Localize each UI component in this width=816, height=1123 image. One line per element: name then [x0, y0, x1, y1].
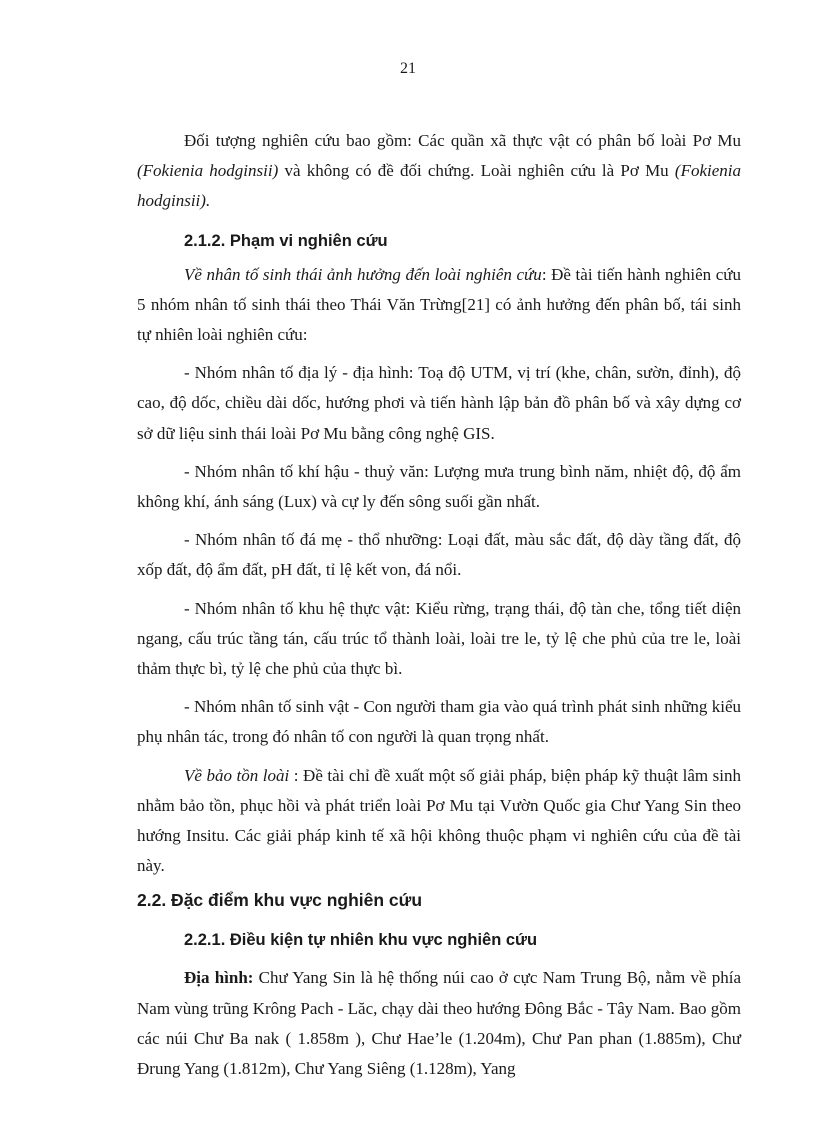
section-heading-2-1-2: 2.1.2. Phạm vi nghiên cứu [184, 231, 388, 250]
text-span: và không có đề đối chứng. Loài nghiên cứu là Pơ Mu [278, 161, 675, 181]
page-number: 21 [400, 60, 416, 77]
text-span: Chư Yang Sin là hệ thống núi cao ở cực Nam Trung Bộ, nằm về phía Nam vùng trũng Krông Pach - Lăc, chạy dài theo hướng Đông Bắc - Tây Nam. Bao gồm các núi Chư Ba nak ( 1.858m ), Chư Hae’le (1.204m), Chư Pan phan (1.885m), Chư Đrung Yang (1.812m), Chư Yang Siêng (1.128m), Yang [137, 968, 742, 1079]
section-heading-2-2-1: 2.2.1. Điều kiện tự nhiên khu vực nghiên cứu [184, 931, 538, 950]
italic-lead: Về nhân tố sinh thái ảnh hưởng đến loài nghiên cứu [184, 264, 542, 284]
italic-lead: Về bảo tồn loài [184, 765, 290, 785]
paragraph-terrain [137, 963, 741, 1084]
paragraph-geo-factors: - Nhóm nhân tố địa lý - địa hình: Toạ độ UTM, vị trí (khe, chân, sườn, đỉnh), độ cao, độ dốc, chiều dài dốc, hướng phơi và tiến hành lập bản đồ phân bố và xây dựng cơ sở dữ liệu sinh thái loài Pơ Mu bằng công nghệ GIS. [137, 363, 741, 443]
paragraph-study-objects [137, 126, 741, 217]
paragraph-conservation [137, 761, 741, 882]
paragraph-ecological-factors [137, 260, 741, 351]
page-content [137, 126, 741, 1084]
species-name-italic: (Fokienia hodginsii) [137, 161, 279, 181]
text-span: Đối tượng nghiên cứu bao gồm: Các quần xã thực vật có phân bố loài Pơ Mu [184, 131, 741, 150]
text-span: : Đề tài tiến hành nghiên cứu 5 nhóm nhân tố sinh thái theo Thái Văn Trừng[21] có ảnh hưởng đến phân bố, tái sinh tự nhiên loài nghiên cứu: [137, 264, 741, 345]
paragraph-flora-factors: - Nhóm nhân tố khu hệ thực vật: Kiểu rừng, trạng thái, độ tàn che, tổng tiết diện ngang, cấu trúc tầng tán, cấu trúc tổ thành loài, loài tre le, tỷ lệ che phủ của tre le, loài thảm thực bì, tỷ lệ che phủ của thực bì. [137, 598, 741, 679]
section-heading-2-2: 2.2. Đặc điểm khu vực nghiên cứu [137, 890, 423, 911]
paragraph-climate-factors: - Nhóm nhân tố khí hậu - thuỷ văn: Lượng mưa trung bình năm, nhiệt độ, độ ẩm không khí, ánh sáng (Lux) và cự ly đến sông suối gần nhất. [137, 461, 741, 512]
paragraph-bio-factors: - Nhóm nhân tố sinh vật - Con người tham gia vào quá trình phát sinh những kiểu phụ nhân tác, trong đó nhân tố con người là quan trọng nhất. [137, 697, 741, 747]
paragraph-soil-factors: - Nhóm nhân tố đá mẹ - thổ nhưỡng: Loại đất, màu sắc đất, độ dày tầng đất, độ xốp đất, độ ẩm đất, pH đất, tỉ lệ kết von, đá nổi. [137, 530, 741, 580]
bold-lead: Địa hình: [184, 968, 254, 988]
text-span: : Đề tài chỉ đề xuất một số giải pháp, biện pháp kỹ thuật lâm sinh nhằm bảo tồn, phục hồi và phát triển loài Pơ Mu tại Vườn Quốc gia Chư Yang Sin theo hướng Insitu. Các giải pháp kinh tế xã hội không thuộc phạm vi nghiên cứu của đề tài này. [137, 765, 741, 876]
species-name-italic: (Fokienia hodginsii). [137, 161, 741, 211]
